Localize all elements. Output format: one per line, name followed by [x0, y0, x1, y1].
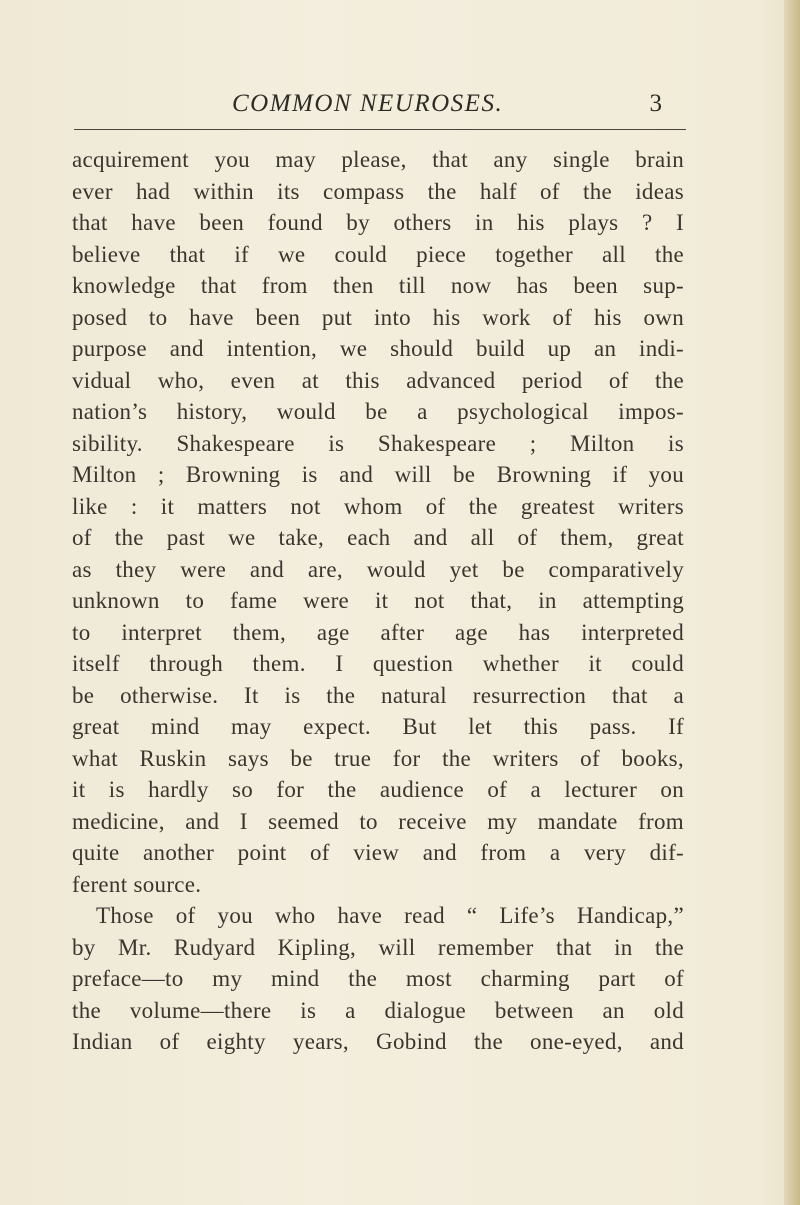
text-line: like : it matters not whom of the greatest writers	[72, 493, 684, 519]
text-line: of the past we take, each and all of them, great	[72, 525, 684, 550]
text-line: it is hardly so for the audience of a lecturer on	[72, 777, 684, 802]
body-text	[72, 144, 684, 1058]
text-line: to interpret them, age after age has interpreted	[72, 619, 684, 645]
page-edge	[784, 0, 800, 1205]
text-line: quite another point of view and from a very dif-	[72, 840, 684, 865]
text-line: purpose and intention, we should build up an indi-	[72, 336, 684, 361]
text-line: what Ruskin says be true for the writers of books,	[72, 745, 684, 771]
text-line: Milton ; Browning is and will be Browning if you	[72, 462, 684, 487]
page-number: 3	[649, 90, 662, 117]
text-line: medicine, and I seemed to receive my mandate from	[72, 808, 684, 834]
text-line: posed to have been put into his work of his own	[72, 304, 684, 330]
text-line: be otherwise. It is the natural resurrection that a	[72, 682, 684, 708]
text-line: sibility. Shakespeare is Shakespeare ; Milton is	[72, 430, 684, 456]
running-head	[72, 90, 684, 124]
text-line: unknown to fame were it not that, in attempting	[72, 588, 684, 613]
text-line: vidual who, even at this advanced period of the	[72, 367, 684, 393]
text-line: acquirement you may please, that any single brain	[72, 147, 684, 172]
header-rule	[74, 129, 686, 130]
text-line: ever had within its compass the half of the ideas	[72, 178, 684, 204]
text-line: by Mr. Rudyard Kipling, will remember that in the	[72, 934, 684, 960]
text-line: Those of you who have read “ Life’s Handicap,”	[96, 903, 684, 928]
text-line: nation’s history, would be a psychological impos-	[72, 399, 684, 424]
text-line: preface—to my mind the most charming part of	[72, 966, 684, 991]
running-title: COMMON NEUROSES.	[232, 90, 504, 117]
text-line: as they were and are, would yet be comparatively	[72, 556, 684, 582]
text-line: that have been found by others in his plays ? I	[72, 210, 684, 235]
text-line: the volume—there is a dialogue between an old	[72, 997, 684, 1023]
text-line: Indian of eighty years, Gobind the one-eyed, and	[72, 1029, 684, 1054]
text-line: ferent source.	[72, 871, 202, 897]
text-line: knowledge that from then till now has been sup-	[72, 273, 684, 298]
text-line: believe that if we could piece together all the	[72, 241, 684, 267]
text-line: itself through them. I question whether it could	[72, 651, 684, 676]
text-line: great mind may expect. But let this pass. If	[72, 714, 684, 739]
